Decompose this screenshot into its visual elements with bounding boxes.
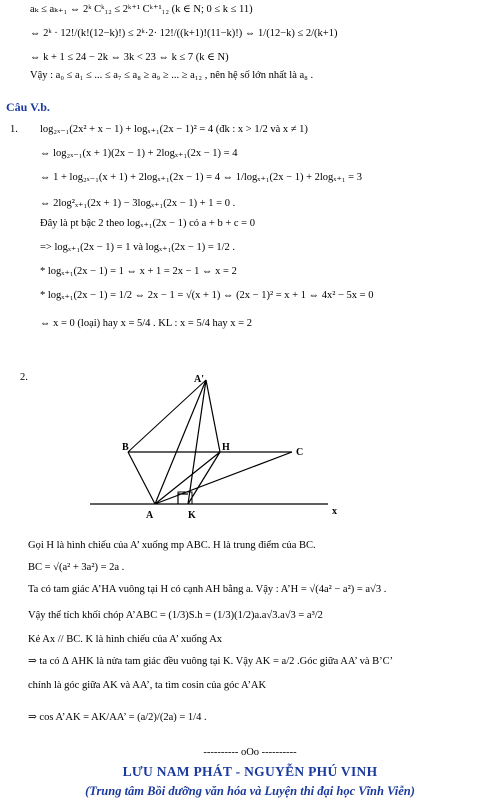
label-x: x bbox=[332, 506, 337, 517]
label-b: B bbox=[122, 442, 129, 453]
part-1-line-3: ⇔ 1 + log₂ₓ₋₁(x + 1) + 2logₓ₊₁(2x − 1) = 4 ⇔ 1/logₓ₊₁(2x − 1) + 2logₓ₊₁ = 3 bbox=[40, 172, 362, 183]
part-2-line-2: BC = √(a² + 3a²) = 2a . bbox=[28, 562, 125, 573]
part-a-line-1: aₖ ≤ aₖ₊₁ ⇔ 2ᵏ Cᵏ₁₂ ≤ 2ᵏ⁺¹ Cᵏ⁺¹₁₂ (k ∈ N; 0 ≤ k ≤ 11) bbox=[30, 4, 253, 15]
edge-a-prime-b bbox=[128, 380, 206, 452]
edge-ah bbox=[155, 452, 220, 504]
edge-a-prime-a bbox=[155, 380, 206, 504]
part-1-line-8: * logₓ₊₁(2x − 1) = 1/2 ⇔ 2x − 1 = √(x + 1) ⇔ (2x − 1)² = x + 1 ⇔ 4x² − 5x = 0 bbox=[40, 290, 374, 301]
footer-authors: LƯU NAM PHÁT - NGUYỄN PHÚ VINH bbox=[122, 764, 378, 779]
edge-hk bbox=[188, 452, 220, 504]
footer-separator: ---------- oOo ---------- bbox=[203, 747, 297, 758]
part-2-line-8: ⇒ cos A’AK = AK/AA’ = (a/2)/(2a) = 1/4 . bbox=[28, 712, 207, 723]
edge-ac bbox=[155, 452, 292, 504]
label-h: H bbox=[222, 442, 230, 453]
part-2-line-4: Vậy thể tích khối chóp A’ABC = (1/3)S.h = (1/3)(1/2)a.a√3.a√3 = a³/2 bbox=[28, 610, 323, 621]
part-1-line-2: ⇔ log₂ₓ₋₁(x + 1)(2x − 1) + 2logₓ₊₁(2x − 1) = 4 bbox=[40, 148, 238, 159]
part-1-line-6: => logₓ₊₁(2x − 1) = 1 và logₓ₊₁(2x − 1) = 1/2 . bbox=[40, 242, 236, 253]
part-a-line-4: Vậy : a₀ ≤ a₁ ≤ ... ≤ a₇ ≤ a₈ ≥ a₉ ≥ ... ≥ a₁₂ , nên hệ số lớn nhất là a₈ . bbox=[30, 70, 314, 81]
part-1-line-5: Đây là pt bậc 2 theo logₓ₊₁(2x − 1) có a + b + c = 0 bbox=[40, 218, 255, 229]
part-2-line-3: Ta có tam giác A’HA vuông tại H có cạnh AH bằng a. Vậy : A’H = √(4a² − a²) = a√3 . bbox=[28, 584, 387, 595]
label-k: K bbox=[188, 510, 196, 521]
part-2-line-7: chính là góc giữa AK và AA’, ta tìm cosin của góc A’AK bbox=[28, 680, 267, 691]
section-title: Câu V.b. bbox=[6, 100, 50, 114]
part-a-line-3: ⇔ k + 1 ≤ 24 − 2k ⇔ 3k < 23 ⇔ k ≤ 7 (k ∈ N) bbox=[30, 52, 229, 63]
geometry-figure bbox=[60, 368, 420, 538]
part-a-line-2: ⇔ 2ᵏ · 12!/(k!(12−k)!) ≤ 2ᵏ·2· 12!/((k+1)!(11−k)!) ⇔ 1/(12−k) ≤ 2/(k+1) bbox=[30, 28, 338, 39]
footer-center: (Trung tâm Bồi dưỡng văn hóa và Luyện thi đại học Vĩnh Viễn) bbox=[85, 784, 415, 798]
part-1-number: 1. bbox=[10, 124, 18, 135]
part-1-line-4: ⇔ 2log²ₓ₊₁(2x + 1) − 3logₓ₊₁(2x − 1) + 1 = 0 . bbox=[40, 198, 236, 209]
edge-ab bbox=[128, 452, 155, 504]
part-1-line-7: * logₓ₊₁(2x − 1) = 1 ⇔ x + 1 = 2x − 1 ⇔ x = 2 bbox=[40, 266, 237, 277]
part-2-number: 2. bbox=[20, 372, 28, 383]
part-1-line-9: ⇔ x = 0 (loại) hay x = 5/4 . KL : x = 5/4 hay x = 2 bbox=[40, 318, 252, 329]
label-a-prime: A′ bbox=[194, 374, 205, 385]
part-2-line-5: Kẻ Ax // BC. K là hình chiếu của A’ xuống Ax bbox=[28, 634, 223, 645]
edge-a-prime-h bbox=[206, 380, 220, 452]
part-1-line-1: log₂ₓ₋₁(2x² + x − 1) + logₓ₊₁(2x − 1)² = 4 (đk : x > 1/2 và x ≠ 1) bbox=[40, 124, 308, 135]
label-a: A bbox=[146, 510, 154, 521]
part-2-line-6: ⇒ ta có Δ AHK là nửa tam giác đều vuông tại K. Vậy AK = a/2 .Góc giữa AA’ và B’C’ bbox=[28, 656, 394, 667]
right-angle-k bbox=[178, 494, 188, 504]
label-c: C bbox=[296, 447, 304, 458]
part-2-line-1: Gọi H là hình chiếu của A’ xuống mp ABC. H là trung điểm của BC. bbox=[28, 540, 316, 551]
